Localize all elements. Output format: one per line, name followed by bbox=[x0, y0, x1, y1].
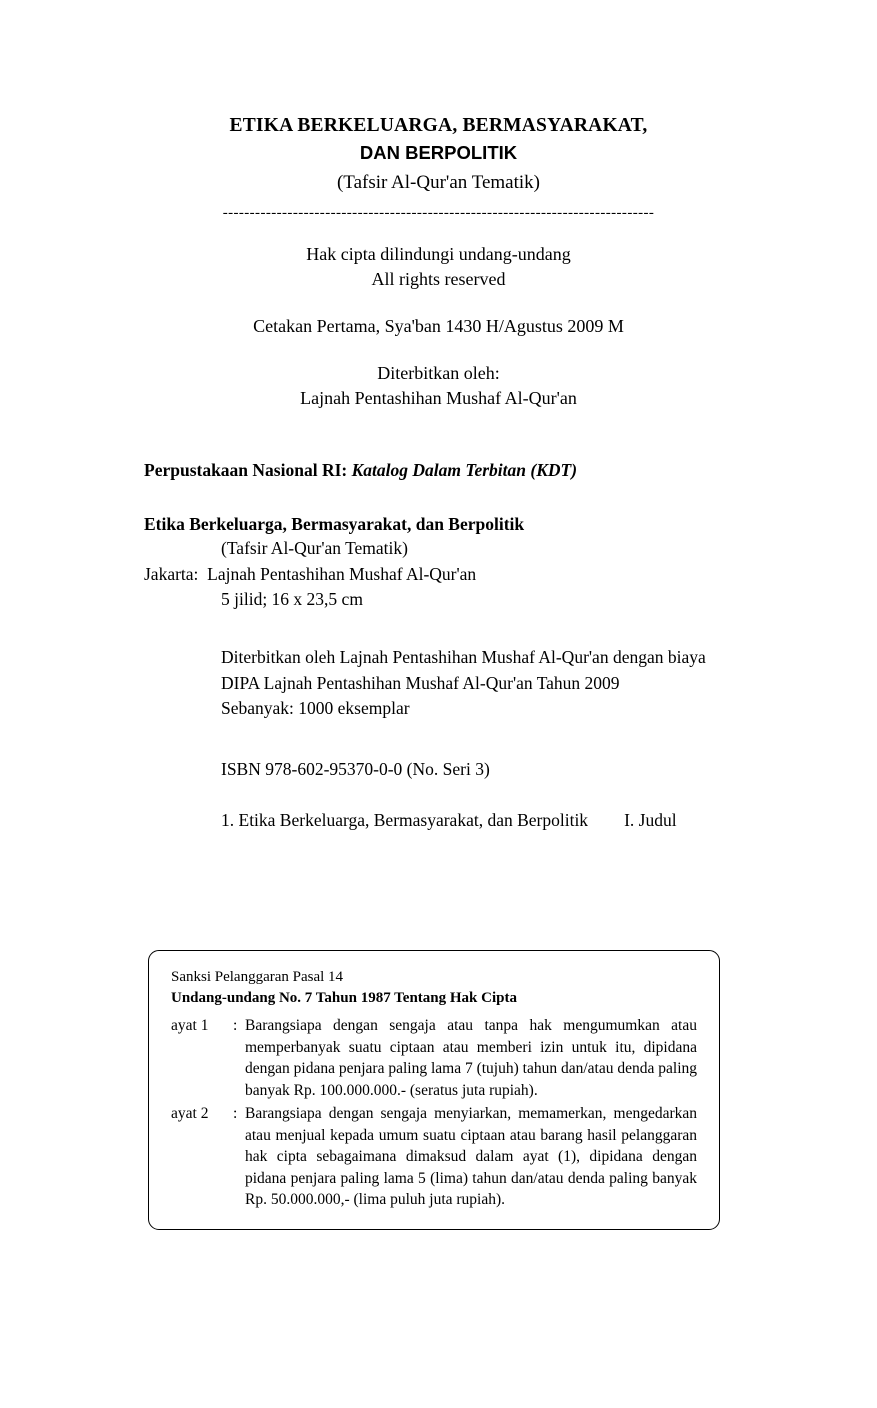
catalog-heading-plain: Perpustakaan Nasional RI: bbox=[144, 460, 352, 480]
copyright-block bbox=[0, 222, 877, 411]
catalog-imprint-row bbox=[144, 562, 817, 587]
sanction-clause-text: Barangsiapa dengan sengaja menyiarkan, memamerkan, mengedarkan atau menjual kepada umum suatu ciptaan atau barang hasil pelanggaran hak cipta sebagaimana dimaksud dalam ayat (1), dipidana dengan pidana penjara paling lama 5 (lima) tahun dan/atau denda paling banyak Rp. 50.000.000,- (lima puluh juta rupiah). bbox=[245, 1105, 697, 1208]
sanction-box bbox=[148, 950, 720, 1230]
catalog-city-label: Jakarta: bbox=[144, 564, 199, 584]
catalog-note bbox=[144, 645, 817, 722]
sanction-clause bbox=[171, 1103, 697, 1211]
catalog-book-title: Etika Berkeluarga, Bermasyarakat, dan Berpolitik bbox=[144, 514, 525, 534]
copyright-line-1: Hak cipta dilindungi undang-undang bbox=[306, 244, 571, 264]
book-title-line-1: ETIKA BERKELUARGA, BERMASYARAKAT, bbox=[229, 115, 648, 136]
catalog-note-line-1: Diterbitkan oleh Lajnah Pentashihan Mushaf Al-Qur'an dengan biaya bbox=[221, 647, 706, 667]
sanction-clause bbox=[171, 1015, 697, 1101]
catalog-physical-description: 5 jilid; 16 x 23,5 cm bbox=[221, 589, 363, 609]
catalog-block bbox=[0, 458, 877, 833]
catalog-isbn: ISBN 978-602-95370-0-0 (No. Seri 3) bbox=[221, 758, 490, 779]
catalog-subject-row bbox=[144, 808, 817, 833]
sanction-clause-text: Barangsiapa dengan sengaja atau tanpa hak mengumumkan atau memperbanyak suatu ciptaan atau memberi izin untuk itu, dipidana dengan pidana penjara paling lama 7 (tujuh) tahun dan/atau denda paling banyak Rp. 100.000.000.- (seratus juta rupiah). bbox=[245, 1017, 697, 1099]
catalog-note-line-2: DIPA Lajnah Pentashihan Mushaf Al-Qur'an Tahun 2009 bbox=[221, 672, 620, 693]
book-subtitle: (Tafsir Al-Qur'an Tematik) bbox=[336, 172, 541, 193]
publisher-name: Lajnah Pentashihan Mushaf Al-Qur'an bbox=[300, 388, 577, 408]
title-block bbox=[0, 112, 877, 198]
catalog-book-subtitle: (Tafsir Al-Qur'an Tematik) bbox=[221, 538, 408, 558]
catalog-note-line-3: Sebanyak: 1000 eksemplar bbox=[221, 698, 410, 718]
catalog-heading-italic: Katalog Dalam Terbitan (KDT) bbox=[351, 460, 578, 480]
edition-line: Cetakan Pertama, Sya'ban 1430 H/Agustus 2009 M bbox=[253, 316, 624, 336]
sanction-clause-label: ayat 1 bbox=[171, 1017, 209, 1034]
catalog-entry: I. Judul bbox=[624, 809, 677, 830]
sanction-heading-line-1: Sanksi Pelanggaran Pasal 14 bbox=[171, 969, 344, 985]
catalog-city-publisher: Lajnah Pentashihan Mushaf Al-Qur'an bbox=[207, 564, 477, 584]
sanction-heading-line-2: Undang-undang No. 7 Tahun 1987 Tentang Hak Cipta bbox=[171, 990, 517, 1006]
book-title-line-2: DAN BERPOLITIK bbox=[359, 142, 518, 163]
sanction-clause-label: ayat 2 bbox=[171, 1105, 209, 1122]
document-page bbox=[0, 112, 877, 1408]
catalog-subject: 1. Etika Berkeluarga, Bermasyarakat, dan Berpolitik bbox=[221, 809, 589, 830]
sanction-clause-colon: : bbox=[233, 1017, 238, 1034]
dashed-divider: -------------------------------------------------------------------------------- bbox=[222, 205, 655, 221]
published-by-label: Diterbitkan oleh: bbox=[377, 363, 500, 383]
sanction-clause-colon: : bbox=[233, 1105, 238, 1122]
catalog-heading bbox=[144, 458, 817, 482]
copyright-line-2: All rights reserved bbox=[371, 269, 506, 289]
